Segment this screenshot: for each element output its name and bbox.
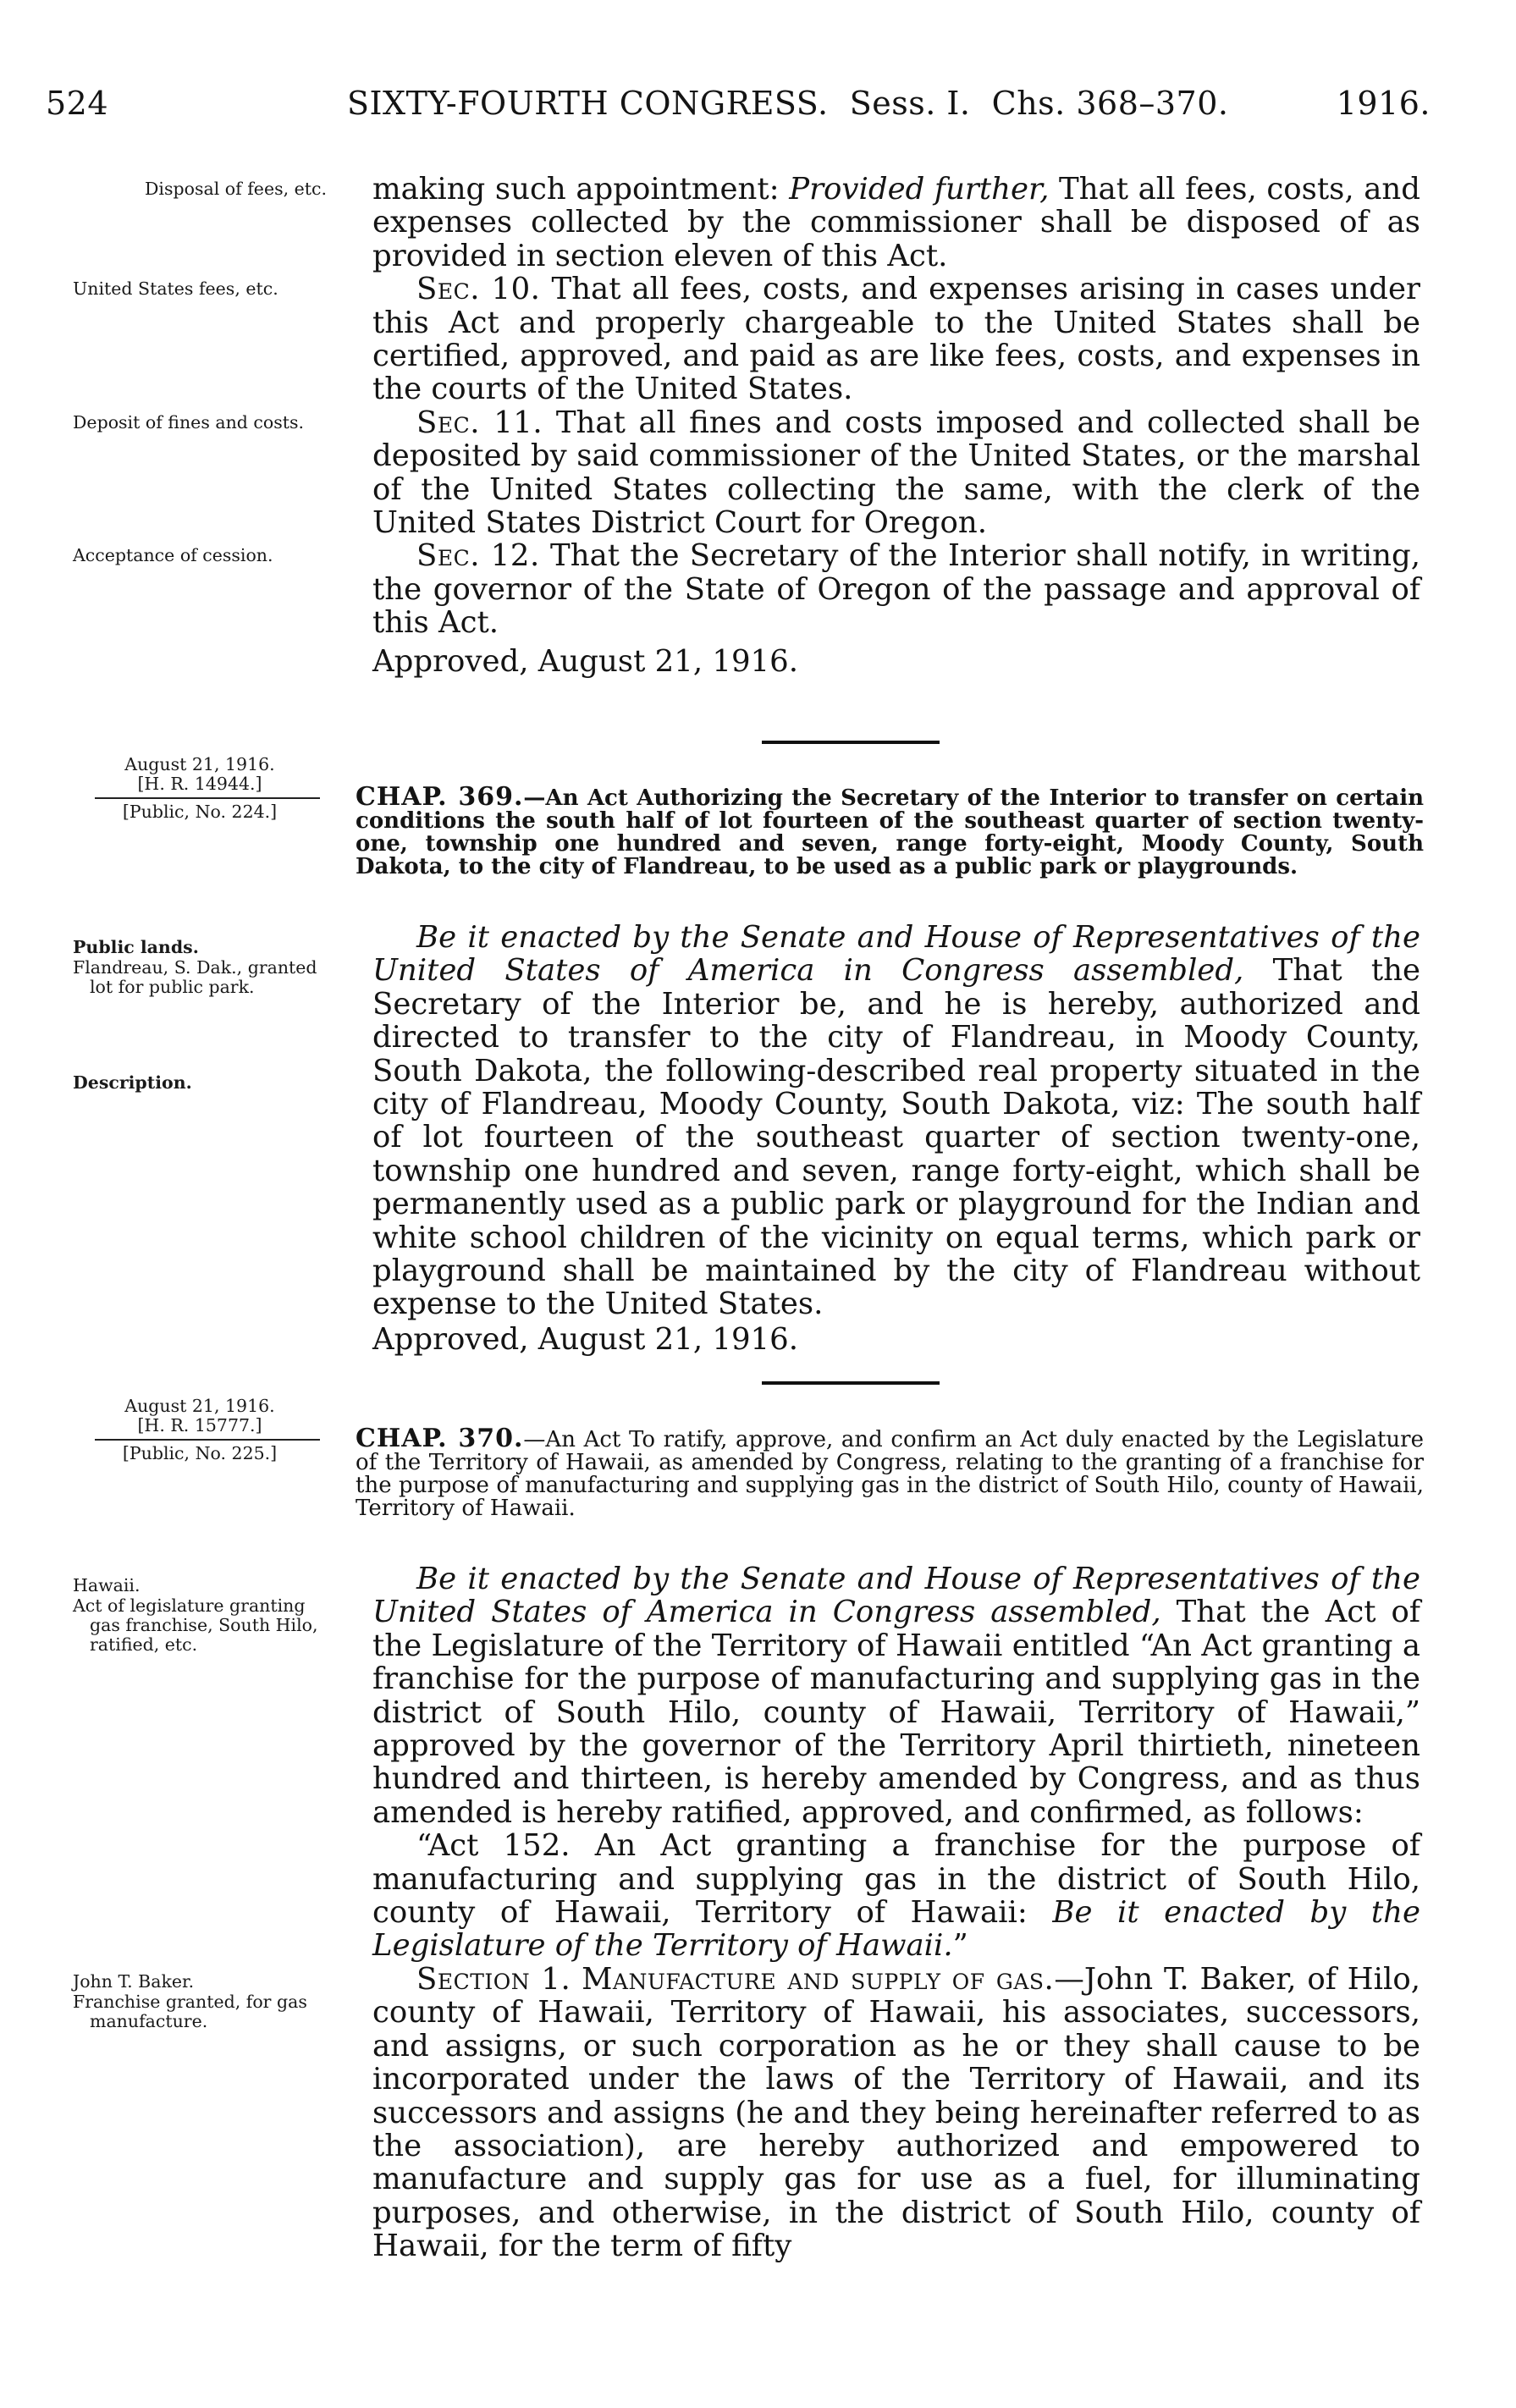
chap370-side-notes: [73, 1397, 327, 1435]
side-note-acceptance-of-cession: Acceptance of cession.: [73, 545, 273, 565]
side-note-disposal-of-fees: Disposal of fees, etc.: [144, 179, 327, 199]
chap370-public-law: [Public, No. 225.]: [122, 1443, 278, 1463]
side-note-deposit-of-fines: Deposit of fines and costs.: [73, 412, 305, 433]
page-number: 524: [46, 85, 109, 122]
side-note-hawaii-act: Act of legislature granting gas franchise, South Hilo, ratified, etc.: [73, 1595, 318, 1655]
chap369-side-notes: [73, 755, 327, 794]
side-note-rule: [95, 797, 320, 799]
chap370-date: August 21, 1916.: [124, 1396, 275, 1416]
chap369-body: [372, 921, 1420, 1356]
side-note-baker: John T. Baker.: [73, 1971, 195, 1992]
chap369-date: August 21, 1916.: [124, 754, 275, 774]
side-note-public-lands: Public lands.: [73, 937, 199, 957]
section-divider-rule: [762, 741, 940, 744]
section-1-paragraph: Section 1. Manufacture and supply of gas.—John T. Baker, of Hilo, county of Hawaii, Territory of Hawaii, his associates, successors, and assigns, or such corporation as he or they shall cause to be incorporated under the laws of the Territory of Hawaii, and its successors and assigns (he and they being hereinafter referred to as the association), are hereby authorized and empowered to manufacture and supply gas for use as a fuel, for illuminating purposes, and otherwise, in the district of South Hilo, county of Hawaii, for the term of fifty: [372, 1961, 1420, 2264]
side-note-hawaii: Hawaii.: [73, 1575, 141, 1595]
running-head-title: SIXTY-FOURTH CONGRESS. Sess. I. Chs. 368–370.: [347, 85, 1229, 122]
approved-date-a: Approved, August 21, 1916.: [372, 643, 799, 679]
running-head: [42, 85, 1431, 135]
side-note-baker-franchise: Franchise granted, for gas manufacture.: [73, 1992, 307, 2031]
section-11-paragraph: Sec. 11. That all fines and costs imposed and collected shall be deposited by said commissioner of the United States, or the marshal of the United States collecting the same, with the clerk of the United States District Court for Oregon.: [372, 405, 1420, 541]
side-note-flandreau: Flandreau, S. Dak., granted lot for public park.: [73, 957, 317, 997]
chap369-heading: CHAP. 369.—An Act Authorizing the Secretary of the Interior to transfer on certain conditions the south half of lot fourteen of the southeast quarter of section twenty-one, township one hundred and seven, range forty-eight, Moody County, South Dakota, to the city of Flandreau, to be used as a public park or playgrounds.: [356, 782, 1424, 879]
section-12-paragraph: Sec. 12. That the Secretary of the Interior shall notify, in writing, the governor of the State of Oregon of the passage and approval of this Act.: [372, 538, 1420, 641]
side-note-rule-370: [95, 1439, 320, 1441]
chap370-enacting-paragraph: Be it enacted by the Senate and House of Representatives of the United States of America in Congress assembled, That the Act of the Legislature of the Territory of Hawaii entitled “An Act granting a franchise for the purpose of manufacturing and supplying gas in the district of South Hilo, county of Hawaii, Territory of Hawaii,” approved by the governor of the Territory April thirtieth, nineteen hundred and thirteen, is hereby amended by Congress, and as thus amended is hereby ratified, approved, and confirmed, as follows:: [372, 1562, 1421, 1830]
chap369-public-law: [Public, No. 224.]: [122, 802, 278, 822]
section-a-text: [372, 173, 1420, 678]
running-head-year: 1916.: [1336, 85, 1431, 122]
continuation-paragraph: making such appointment: Provided further, That all fees, costs, and expenses collected by the commissioner shall be disposed of as provided in section eleven of this Act.: [372, 172, 1420, 273]
chap370-body: [372, 1562, 1420, 2263]
side-note-united-states-fees: United States fees, etc.: [73, 278, 278, 299]
section-10-paragraph: Sec. 10. That all fees, costs, and expenses arising in cases under this Act and properly chargeable to the United States shall be certified, approved, and paid as are like fees, costs, and expenses in the courts of the United States.: [372, 272, 1421, 407]
chap370-bill: [H. R. 15777.]: [137, 1415, 262, 1435]
chap369-bill: [H. R. 14944.]: [137, 774, 262, 794]
approved-date-369: Approved, August 21, 1916.: [372, 1321, 799, 1357]
side-note-description: Description.: [73, 1072, 192, 1093]
chap370-heading: CHAP. 370.—An Act To ratify, approve, and confirm an Act duly enacted by the Legislature of the Territory of Hawaii, as amended by Congress, relating to the granting of a franchise for the purpose of manufacturing and supplying gas in the district of South Hilo, county of Hawaii, Territory of Hawaii.: [356, 1424, 1424, 1521]
chap369-enacting-paragraph: Be it enacted by the Senate and House of Representatives of the United States of America in Congress assembled, That the Secretary of the Interior be, and he is hereby, authorized and directed to transfer to the city of Flandreau, in Moody County, South Dakota, the following-described real property situated in the city of Flandreau, Moody County, South Dakota, viz: The south half of lot fourteen of the southeast quarter of section twenty-one, township one hundred and seven, range forty-eight, which shall be permanently used as a public park or playground for the Indian and white school children of the vicinity on equal terms, which park or playground shall be maintained by the city of Flandreau without expense to the United States.: [372, 920, 1420, 1322]
act-152-title-paragraph: “Act 152. An Act granting a franchise for the purpose of manufacturing and supplying gas in the district of South Hilo, county of Hawaii, Territory of Hawaii: Be it enacted by the Legislature of the Territory of Hawaii.”: [372, 1828, 1420, 1964]
chapter-divider-rule: [762, 1381, 940, 1385]
